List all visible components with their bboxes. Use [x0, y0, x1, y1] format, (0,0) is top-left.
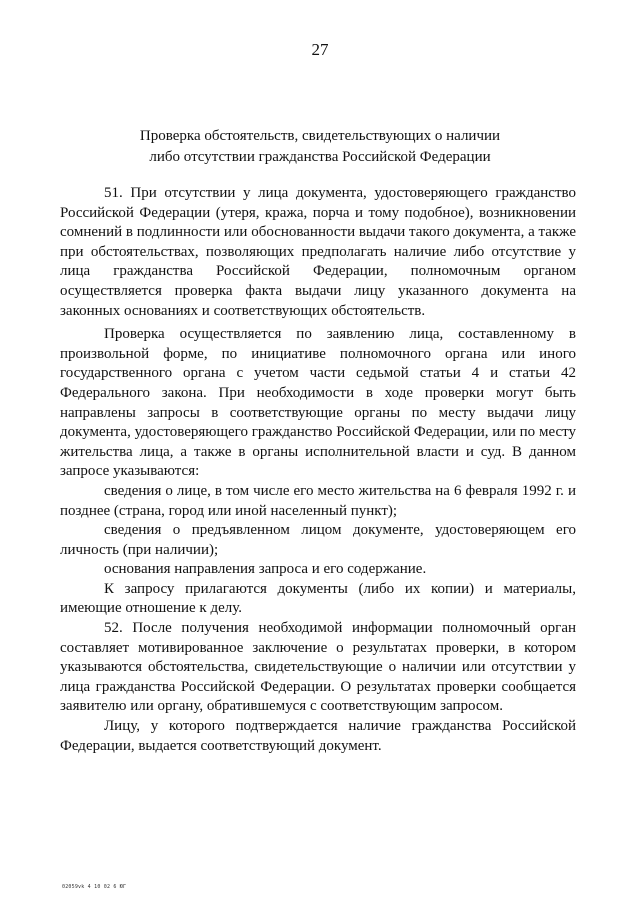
paragraph-document-issued: Лицу, у которого подтверждается наличие гражданства Российской Федерации, выдается соответствующий документ. — [60, 718, 576, 754]
section-heading-line-1: Проверка обстоятельств, свидетельствующих о наличии — [139, 128, 501, 144]
list-item-person-info: сведения о лице, в том числе его место жительства на 6 февраля 1992 г. и позднее (страна, город или иной населенный пункт); — [60, 482, 576, 519]
section-heading-line-2: либо отсутствии гражданства Российской Федерации — [149, 149, 491, 165]
list-item-request-grounds: основания направления запроса и его содержание. — [104, 561, 427, 578]
paragraph-52: 52. После получения необходимой информации полномочный орган составляет мотивированное заключение о результатах проверки, в котором указываются обстоятельства, свидетельствующие о наличии или отсутствии у лица гражданства Российской Федерации. О результатах проверки сообщается заявителю или органу, обратившемуся с соответствующим запросом. — [60, 620, 576, 715]
list-item-document-info: сведения о предъявленном лицом документе, удостоверяющем его личность (при наличии); — [60, 522, 576, 558]
document-body — [60, 184, 576, 756]
footer-code: 02059vk 4 10 02 6 ЮГ — [62, 884, 127, 890]
section-heading — [60, 126, 580, 168]
paragraph-attachments: К запросу прилагаются документы (либо их копии) и материалы, имеющие отношение к делу. — [60, 580, 576, 617]
page-number: 27 — [311, 40, 329, 59]
paragraph-51: 51. При отсутствии у лица документа, удостоверяющего гражданство Российской Федерации (утеря, кража, порча и тому подобное), возникновении сомнений в подлинности или обоснованности выдачи такого документа, а также при обстоятельствах, позволяющих предполагать наличие либо отсутствие у лица гражданства Российской Федерации, полномочным органом осуществляется проверка факта выдачи лицу указанного документа на законных основаниях и соответствующих обстоятельств. — [60, 185, 576, 319]
paragraph-verification-procedure: Проверка осуществляется по заявлению лица, составленному в произвольной форме, по инициативе полномочного органа или иного государственного органа с учетом части седьмой статьи 4 и статьи 42 Федерального закона. При необходимости в ходе проверки могут быть направлены запросы в соответствующие органы по месту выдачи лицу документа, удостоверяющего гражданство Российской Федерации, или по месту жительства лица, а также в органы исполнительной власти и суд. В данном запросе указываются: — [60, 326, 576, 480]
